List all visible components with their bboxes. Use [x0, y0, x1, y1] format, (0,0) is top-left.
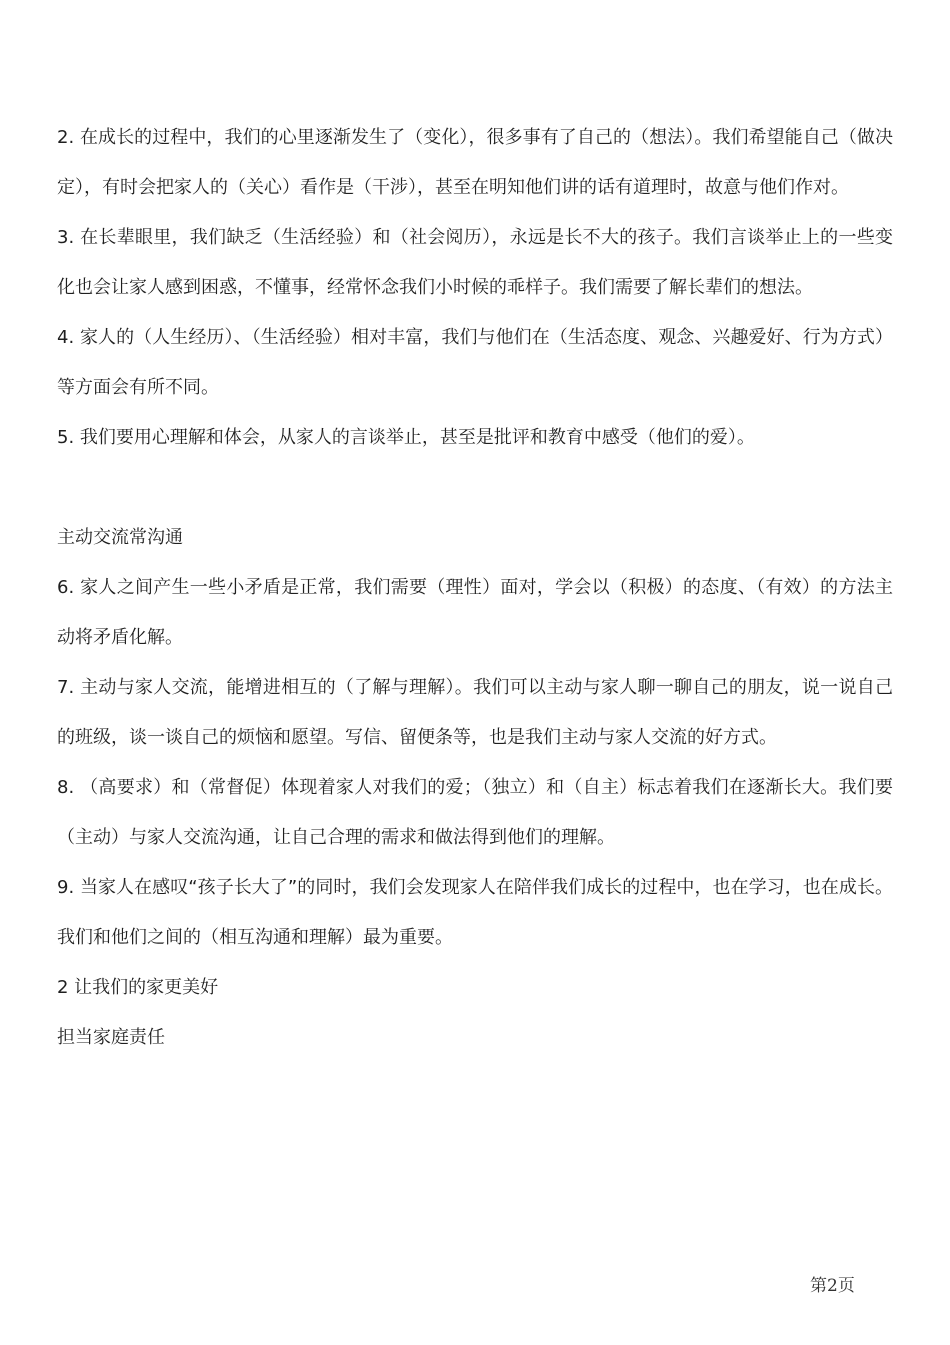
paragraph-9: 9. 当家人在感叹“孩子长大了”的同时，我们会发现家人在陪伴我们成长的过程中，也在学习，也在成长。我们和他们之间的（相互沟通和理解）最为重要。	[57, 877, 893, 948]
paragraph-6: 6. 家人之间产生一些小矛盾是正常，我们需要（理性）面对，学会以（积极）的态度、（有效）的方法主动将矛盾化解。	[57, 577, 893, 648]
section-spacer	[57, 463, 893, 513]
document-body	[57, 113, 893, 1063]
paragraph-8: 8. （高要求）和（常督促）体现着家人对我们的爱；（独立）和（自主）标志着我们在逐渐长大。我们要（主动）与家人交流沟通，让自己合理的需求和做法得到他们的理解。	[57, 777, 893, 848]
page-number: 第2页	[810, 1276, 855, 1296]
paragraph-3: 3. 在长辈眼里，我们缺乏（生活经验）和（社会阅历），永远是长不大的孩子。我们言谈举止上的一些变化也会让家人感到困惑，不懂事，经常怀念我们小时候的乖样子。我们需要了解长辈们的想法。	[57, 227, 893, 298]
paragraph-2: 2. 在成长的过程中，我们的心里逐渐发生了（变化），很多事有了自己的（想法）。我们希望能自己（做决定），有时会把家人的（关心）看作是（干涉），甚至在明知他们讲的话有道理时，故意与他们作对。	[57, 127, 893, 198]
paragraph-4: 4. 家人的（人生经历）、（生活经验）相对丰富，我们与他们在（生活态度、观念、兴趣爱好、行为方式）等方面会有所不同。	[57, 327, 893, 398]
paragraph-5: 5. 我们要用心理解和体会，从家人的言谈举止，甚至是批评和教育中感受（他们的爱）。	[57, 427, 755, 448]
section-heading-responsibility: 担当家庭责任	[57, 1027, 165, 1048]
lesson-heading: 2 让我们的家更美好	[57, 977, 219, 998]
paragraph-7: 7. 主动与家人交流，能增进相互的（了解与理解）。我们可以主动与家人聊一聊自己的朋友，说一说自己的班级，谈一谈自己的烦恼和愿望。写信、留便条等，也是我们主动与家人交流的好方式。	[57, 677, 893, 748]
section-heading-communication: 主动交流常沟通	[57, 527, 183, 548]
